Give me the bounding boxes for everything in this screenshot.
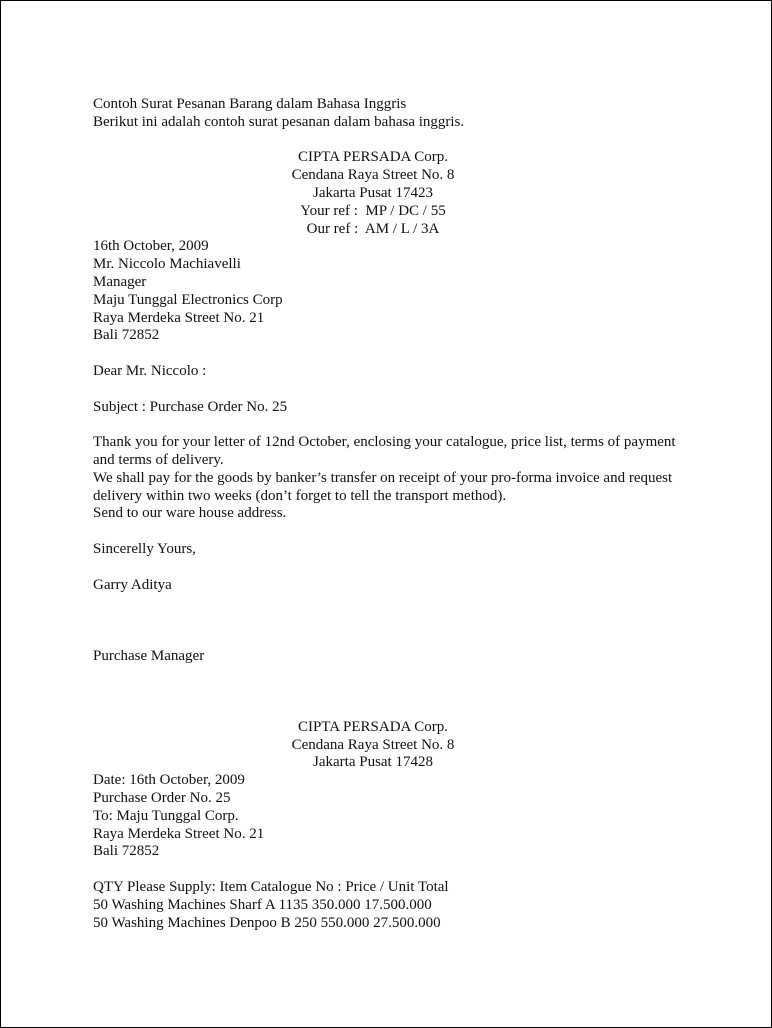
spacer <box>93 132 693 150</box>
order-to: To: Maju Tunggal Corp. <box>93 807 239 824</box>
signer-name: Garry Aditya <box>93 576 172 593</box>
signer-title: Purchase Manager <box>93 647 205 664</box>
order-date: Date: 16th October, 2009 <box>93 772 245 789</box>
body-line: We shall pay for the goods by banker’s transfer on receipt of your pro-forma invoice and request <box>93 469 673 486</box>
order-table-row: 50 Washing Machines Denpoo B 250 550.000 27.500.000 <box>93 914 441 931</box>
order-po-number: Purchase Order No. 25 <box>93 790 231 807</box>
our-reference: Our ref : AM / L / 3A <box>306 220 440 237</box>
spacer <box>93 666 693 719</box>
letter-date: 16th October, 2009 <box>93 238 209 255</box>
order-table-row: 50 Washing Machines Sharf A 1135 350.000 17.500.000 <box>93 896 432 913</box>
recipient-address <box>93 256 693 345</box>
spacer <box>93 416 693 434</box>
sender-letterhead <box>93 149 693 238</box>
letter-body <box>93 434 693 523</box>
closing: Sincerelly Yours, <box>93 540 196 557</box>
subject-line: Subject : Purchase Order No. 25 <box>93 398 288 415</box>
salutation: Dear Mr. Niccolo : <box>93 362 207 379</box>
sender-street: Cendana Raya Street No. 8 <box>291 167 455 184</box>
order-to-street: Raya Merdeka Street No. 21 <box>93 825 265 842</box>
body-line: Thank you for your letter of 12nd October, enclosing your catalogue, price list, terms of payment <box>93 434 676 451</box>
order-table <box>93 879 693 932</box>
order-city: Jakarta Pusat 17428 <box>313 754 433 771</box>
recipient-name: Mr. Niccolo Machiavelli <box>93 256 241 273</box>
sender-company: CIPTA PERSADA Corp. <box>297 149 449 166</box>
spacer <box>93 861 693 879</box>
intro-title: Contoh Surat Pesanan Barang dalam Bahasa Inggris <box>93 96 407 112</box>
recipient-street: Raya Merdeka Street No. 21 <box>93 309 265 326</box>
your-reference: Your ref : MP / DC / 55 <box>300 202 446 219</box>
spacer <box>93 559 693 577</box>
recipient-position: Manager <box>93 273 147 290</box>
spacer <box>93 381 693 399</box>
sender-city: Jakarta Pusat 17423 <box>313 184 433 201</box>
body-line: Send to our ware house address. <box>93 505 287 522</box>
document-body <box>93 96 693 932</box>
order-table-header: QTY Please Supply: Item Catalogue No : Price / Unit Total <box>93 879 449 896</box>
body-line: delivery within two weeks (don’t forget to tell the transport method). <box>93 487 507 504</box>
order-letterhead <box>93 719 693 772</box>
order-street: Cendana Raya Street No. 8 <box>291 736 455 753</box>
order-to-city: Bali 72852 <box>93 843 160 860</box>
spacer <box>93 345 693 363</box>
intro-subtitle: Berikut ini adalah contoh surat pesanan dalam bahasa inggris. <box>93 113 465 130</box>
order-company: CIPTA PERSADA Corp. <box>297 718 449 735</box>
recipient-city: Bali 72852 <box>93 327 160 344</box>
spacer <box>93 523 693 541</box>
signature-space <box>93 594 693 647</box>
body-line: and terms of delivery. <box>93 451 224 468</box>
recipient-company: Maju Tunggal Electronics Corp <box>93 291 283 308</box>
